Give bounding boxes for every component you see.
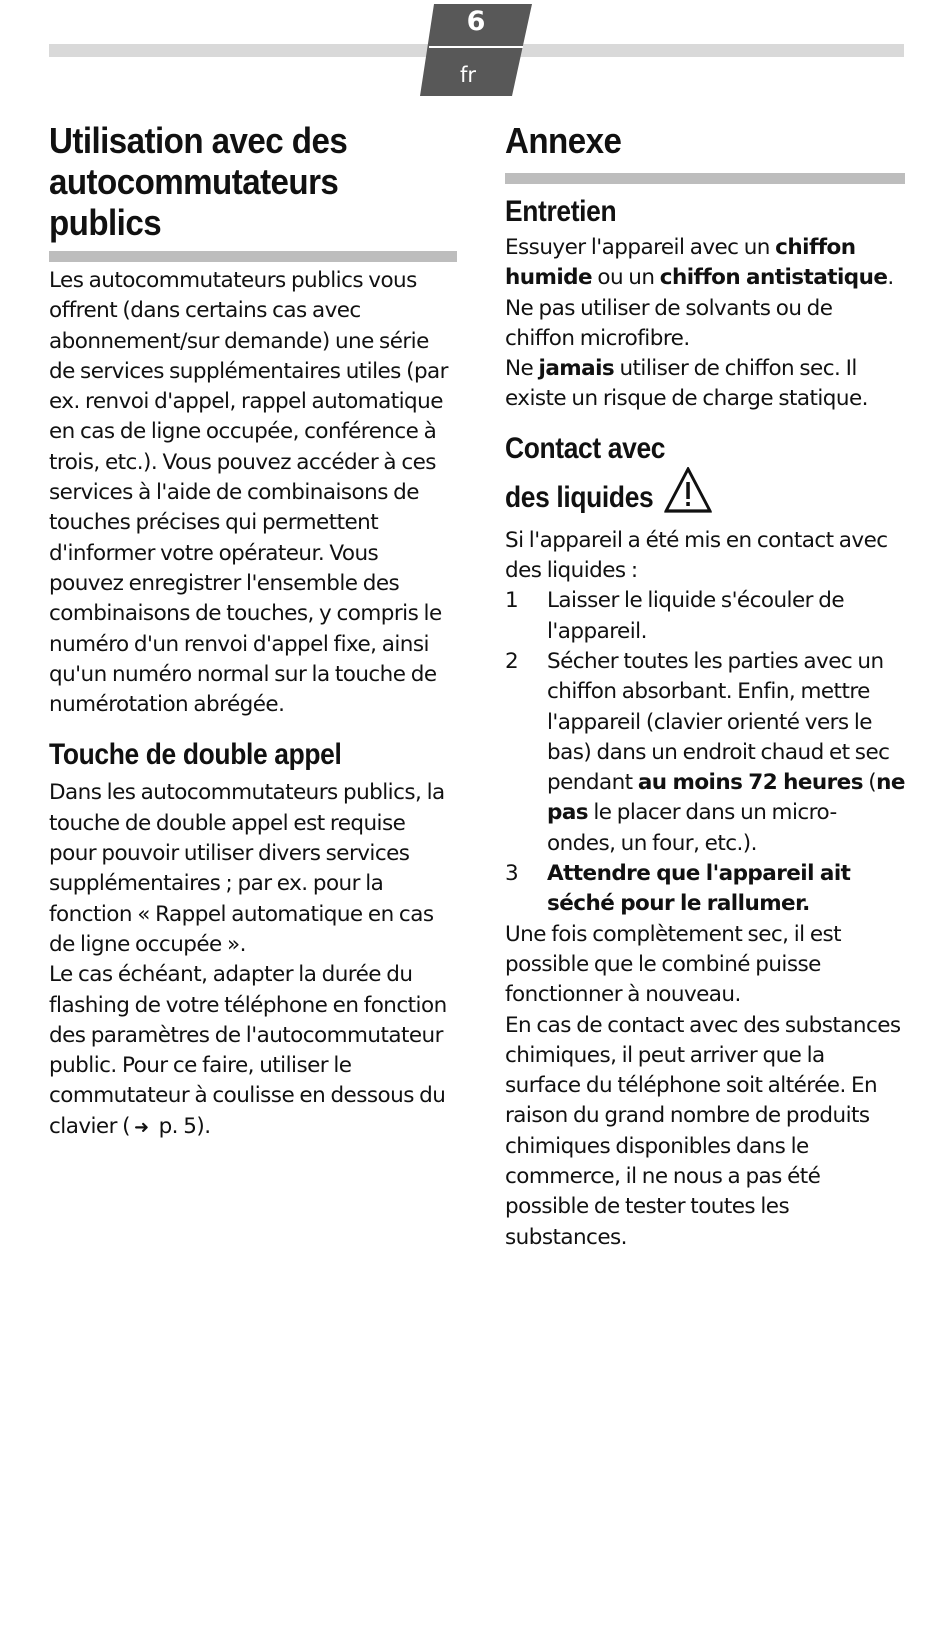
step-text: Attendre que l'appareil ait séché pour le rallumer. bbox=[547, 861, 851, 917]
title-line: des liquides bbox=[505, 480, 654, 514]
care-paragraph-1 bbox=[505, 233, 905, 354]
liquids-steps bbox=[505, 586, 905, 919]
text: le placer dans un micro-ondes, un four, etc.). bbox=[547, 800, 837, 856]
paragraph-text: Le cas échéant, adapter la durée du flashing de votre téléphone en fonction des paramètres de l'autocommutateur public. Pour ce faire, utiliser le commutateur à coulisse en dessous du clavier ( bbox=[49, 962, 447, 1139]
section-rule bbox=[505, 173, 905, 184]
step-number: 3 bbox=[505, 861, 519, 887]
page-reference-link[interactable]: p. 5 bbox=[158, 1113, 197, 1139]
text: ( bbox=[862, 770, 877, 796]
right-column bbox=[505, 120, 905, 1253]
text: utiliser de chiffon sec. Il existe un risque de charge statique. bbox=[505, 356, 868, 412]
liquids-after-paragraph-2: En cas de contact avec des substances chimiques, il peut arriver que la surface du téléphone soit altérée. En raison du grand nombre de produits chimiques disponibles dans le commerce, il ne nous a pas été possible de tester toutes les substances. bbox=[505, 1012, 901, 1250]
title-line: Contact avec bbox=[505, 431, 666, 465]
step-text bbox=[547, 647, 905, 859]
warning-triangle-icon bbox=[664, 467, 712, 522]
page-language: fr bbox=[459, 63, 477, 87]
emphasis: chiffon humide bbox=[505, 235, 856, 291]
text: Essuyer l'appareil avec un bbox=[505, 235, 776, 260]
arrow-icon: ➜ bbox=[134, 1116, 149, 1138]
section-title-annex: Annexe bbox=[505, 120, 622, 161]
text: ou un bbox=[592, 265, 660, 291]
title-line: Utilisation avec des bbox=[49, 120, 348, 161]
title-line: autocommutateurs bbox=[49, 161, 339, 202]
subsection-title-care: Entretien bbox=[505, 195, 617, 228]
text: . Ne pas utiliser de solvants ou de chiffon microfibre. bbox=[505, 265, 894, 351]
list-item bbox=[505, 647, 905, 859]
step-number: 2 bbox=[505, 648, 519, 674]
care-paragraph-2 bbox=[505, 354, 905, 415]
double-call-paragraph-1: Dans les autocommutateurs publics, la touche de double appel est requise pour pouvoir utiliser divers services supplémentaires ; par ex. pour la fonction « Rappel automatique en cas de ligne occupée ». bbox=[49, 780, 445, 957]
step-text: Laisser le liquide s'écouler de l'appareil. bbox=[547, 588, 845, 644]
emphasis: au moins 72 heures bbox=[637, 770, 863, 796]
title-line: publics bbox=[49, 202, 162, 243]
liquids-intro: Si l'appareil a été mis en contact avec des liquides : bbox=[505, 527, 888, 584]
emphasis: chiffon antistatique bbox=[659, 265, 888, 291]
list-item bbox=[505, 586, 905, 647]
page-number: 6 bbox=[466, 6, 486, 37]
list-item bbox=[505, 859, 905, 920]
intro-paragraph: Les autocommutateurs publics vous offrent (dans certains cas avec abonnement/sur demande) une série de services supplémentaires utiles (par ex. renvoi d'appel, rappel automatique en cas de ligne occupée, conférence à trois, etc.). Vous pouvez accéder à ces services à l'aide de combinaisons de touches précises qui permettent d'informer votre opérateur. Vous pouvez enregistrer l'ensemble des combinaisons de touches, y compris le numéro d'un renvoi d'appel fixe, ainsi qu'un numéro normal sur la touche de numérotation abrégée. bbox=[49, 268, 448, 718]
left-column bbox=[49, 120, 457, 1143]
liquids-after-paragraph-1: Une fois complètement sec, il est possible que le combiné puisse fonctionner à nouveau. bbox=[505, 921, 842, 1008]
text: Ne bbox=[505, 356, 539, 382]
paragraph-text: ). bbox=[196, 1113, 211, 1139]
section-title-public-exchanges bbox=[49, 120, 424, 243]
emphasis: jamais bbox=[538, 356, 615, 382]
text: Sécher toutes les parties avec un chiffon absorbant. Enfin, mettre l'appareil (clavier orienté vers le bas) dans un endroit chaud et sec pendant bbox=[547, 648, 890, 796]
step-number: 1 bbox=[505, 588, 519, 614]
subsection-title-liquids bbox=[505, 431, 857, 522]
double-call-paragraph-2 bbox=[49, 960, 457, 1143]
emphasis: ne pas bbox=[547, 770, 905, 826]
subsection-title-double-call: Touche de double appel bbox=[49, 738, 342, 772]
section-rule bbox=[49, 251, 457, 262]
